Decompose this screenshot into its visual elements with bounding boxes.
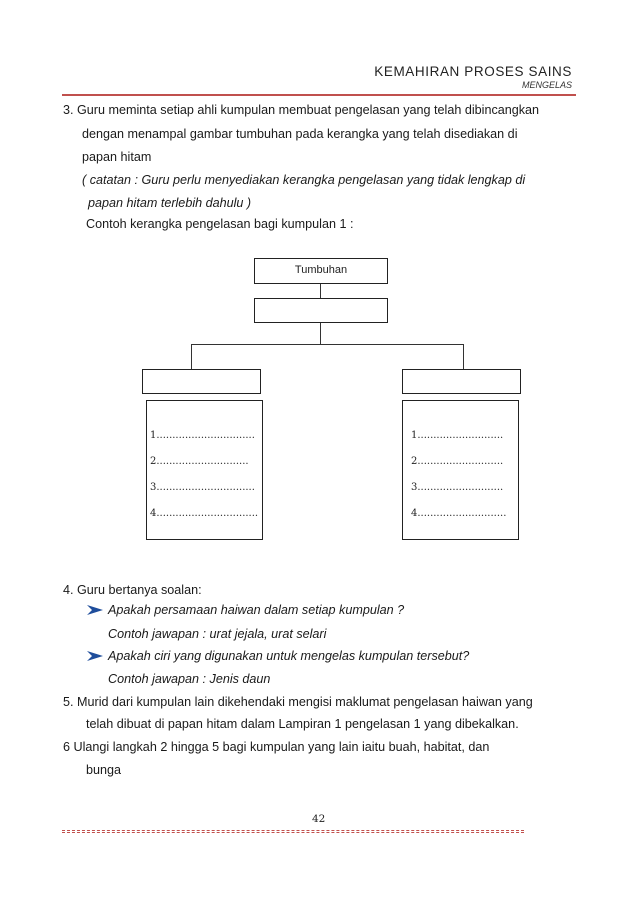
empty-group-box [254, 298, 388, 323]
branch-line [191, 344, 464, 345]
header-rule [62, 94, 576, 96]
header-title: KEMAHIRAN PROSES SAINS [374, 64, 572, 79]
step4-question1: Apakah persamaan haiwan dalam setiap kumpulan ? [108, 603, 405, 617]
connector-line [320, 323, 321, 344]
step4-answer2: Contoh jawapan : Jenis daun [108, 672, 271, 686]
step5-line2: telah dibuat di papan hitam dalam Lampiran 1 pengelasan 1 yang dibekalkan. [86, 717, 519, 731]
step6-line1: 6 Ulangi langkah 2 hingga 5 bagi kumpulan yang lain iaitu buah, habitat, dan [63, 740, 490, 754]
left-category-box [142, 369, 261, 394]
step5-line1: 5. Murid dari kumpulan lain dikehendaki mengisi maklumat pengelasan haiwan yang [63, 695, 533, 709]
step3-line3: papan hitam [82, 150, 152, 164]
right-item: 2........................... [411, 456, 504, 467]
arrow-bullet-icon [87, 651, 103, 661]
root-box [254, 258, 388, 284]
left-item: 4................................ [150, 508, 259, 519]
step4-intro: 4. Guru bertanya soalan: [63, 583, 202, 597]
step4-question2: Apakah ciri yang digunakan untuk mengelas kumpulan tersebut? [108, 649, 470, 663]
step3-note1: ( catatan : Guru perlu menyediakan kerangka pengelasan yang tidak lengkap di [82, 173, 526, 187]
connector-line [320, 284, 321, 298]
root-label: Tumbuhan [294, 264, 348, 276]
right-items-box [402, 400, 519, 540]
right-item: 4............................ [411, 508, 507, 519]
connector-line [191, 344, 192, 369]
header-subtitle: MENGELAS [521, 80, 572, 90]
left-item: 3............................... [150, 482, 255, 493]
step3-note2: papan hitam terlebih dahulu ) [88, 196, 252, 210]
right-item: 1........................... [411, 430, 504, 441]
step3-line2: dengan menampal gambar tumbuhan pada kerangka yang telah disediakan di [82, 127, 518, 141]
right-item: 3........................... [411, 482, 504, 493]
right-category-box [402, 369, 521, 394]
arrow-bullet-icon [87, 605, 103, 615]
step4-answer1: Contoh jawapan : urat jejala, urat selari [108, 627, 327, 641]
left-item: 2............................. [150, 456, 249, 467]
footer-rule [62, 830, 524, 833]
left-item: 1............................... [150, 430, 255, 441]
step3-example: Contoh kerangka pengelasan bagi kumpulan 1 : [86, 217, 354, 231]
page-number: 42 [312, 813, 326, 825]
connector-line [463, 344, 464, 369]
step3-line1: 3. Guru meminta setiap ahli kumpulan membuat pengelasan yang telah dibincangkan [63, 103, 540, 117]
left-items-box [146, 400, 263, 540]
step6-line2: bunga [86, 763, 122, 777]
